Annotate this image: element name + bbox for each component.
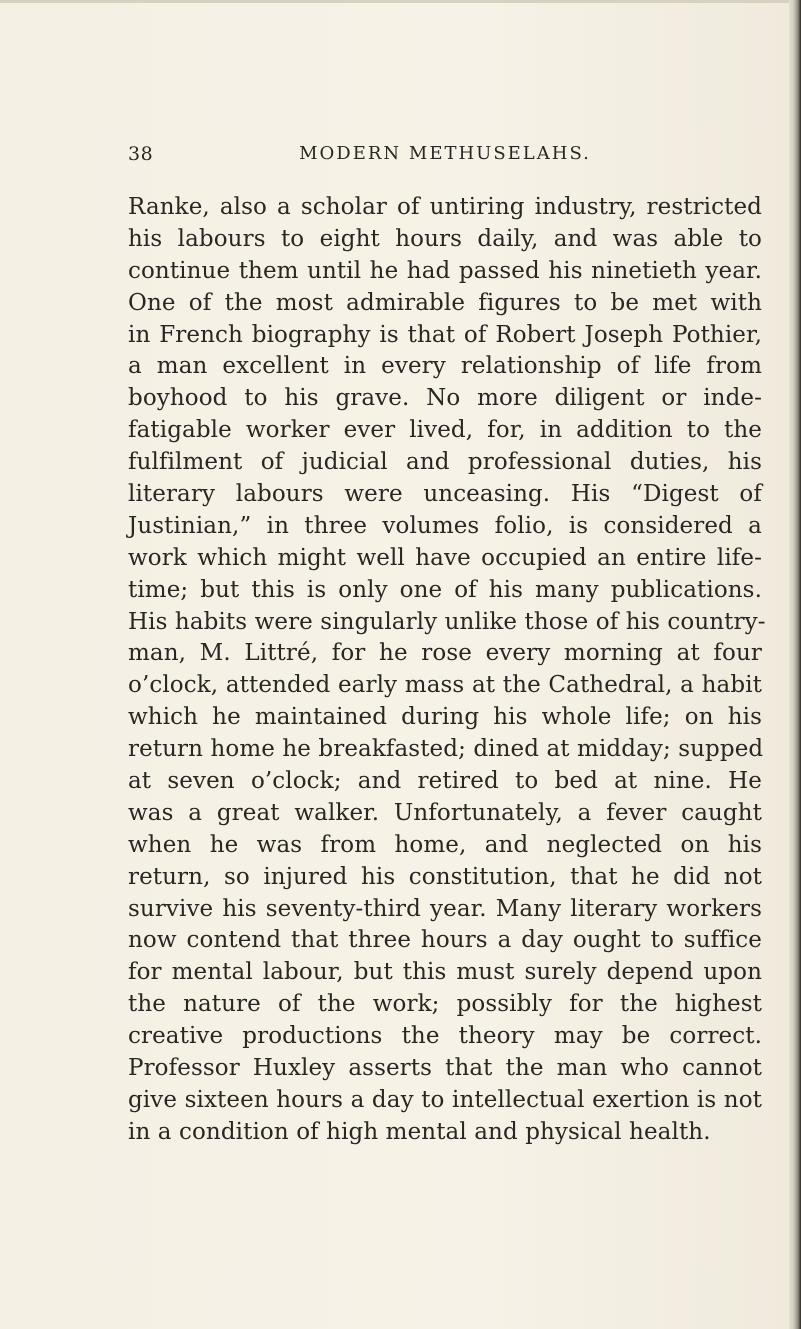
page-top-edge (0, 0, 801, 3)
text-line: fulfilment of judicial and professional duties, his (128, 449, 762, 476)
text-line: work which might well have occupied an entire life- (128, 544, 762, 571)
text-line: return home he breakfasted; dined at midday; supped (128, 736, 764, 763)
body-paragraph (128, 192, 766, 1149)
text-line: in French biography is that of Robert Joseph Pothier, (128, 321, 762, 348)
text-line: fatigable worker ever lived, for, in addition to the (128, 417, 762, 444)
text-line: boyhood to his grave. No more diligent or inde- (128, 385, 762, 412)
page-binding-edge (789, 0, 801, 1329)
page-header (128, 143, 762, 173)
text-line: in a condition of high mental and physical health. (128, 1118, 711, 1145)
text-line: the nature of the work; possibly for the highest (128, 991, 762, 1018)
text-line: One of the most admirable figures to be met with (128, 289, 762, 316)
text-line: give sixteen hours a day to intellectual exertion is not (128, 1086, 762, 1113)
text-line: now contend that three hours a day ought to suffice (128, 927, 762, 954)
text-line: a man excellent in every relationship of life from (128, 353, 762, 380)
text-line: Justinian,” in three volumes folio, is considered a (128, 512, 762, 539)
text-line: which he maintained during his whole life; on his (128, 704, 762, 731)
text-line: when he was from home, and neglected on his (128, 831, 762, 858)
text-line: Professor Huxley asserts that the man who cannot (128, 1055, 762, 1082)
text-line: His habits were singularly unlike those of his country- (128, 608, 766, 635)
text-line: o’clock, attended early mass at the Cathedral, a habit (128, 672, 762, 699)
text-line: continue them until he had passed his ninetieth year. (128, 257, 762, 284)
text-line: time; but this is only one of his many publications. (128, 576, 762, 603)
text-line: creative productions the theory may be correct. (128, 1023, 762, 1050)
text-line: Ranke, also a scholar of untiring industry, restricted (128, 194, 762, 220)
running-head: MODERN METHUSELAHS. (299, 143, 591, 164)
text-line: was a great walker. Unfortunately, a fever caught (128, 799, 762, 826)
text-line: return, so injured his constitution, that he did not (128, 863, 762, 890)
text-line: at seven o’clock; and retired to bed at nine. He (128, 768, 762, 795)
text-line: his labours to eight hours daily, and was able to (128, 225, 762, 252)
text-line: man, M. Littré, for he rose every morning at four (128, 640, 762, 667)
text-line: literary labours were unceasing. His “Digest of (128, 481, 762, 508)
text-line: survive his seventy-third year. Many literary workers (128, 895, 762, 922)
text-line: for mental labour, but this must surely depend upon (128, 959, 762, 986)
page-number: 38 (128, 143, 154, 165)
